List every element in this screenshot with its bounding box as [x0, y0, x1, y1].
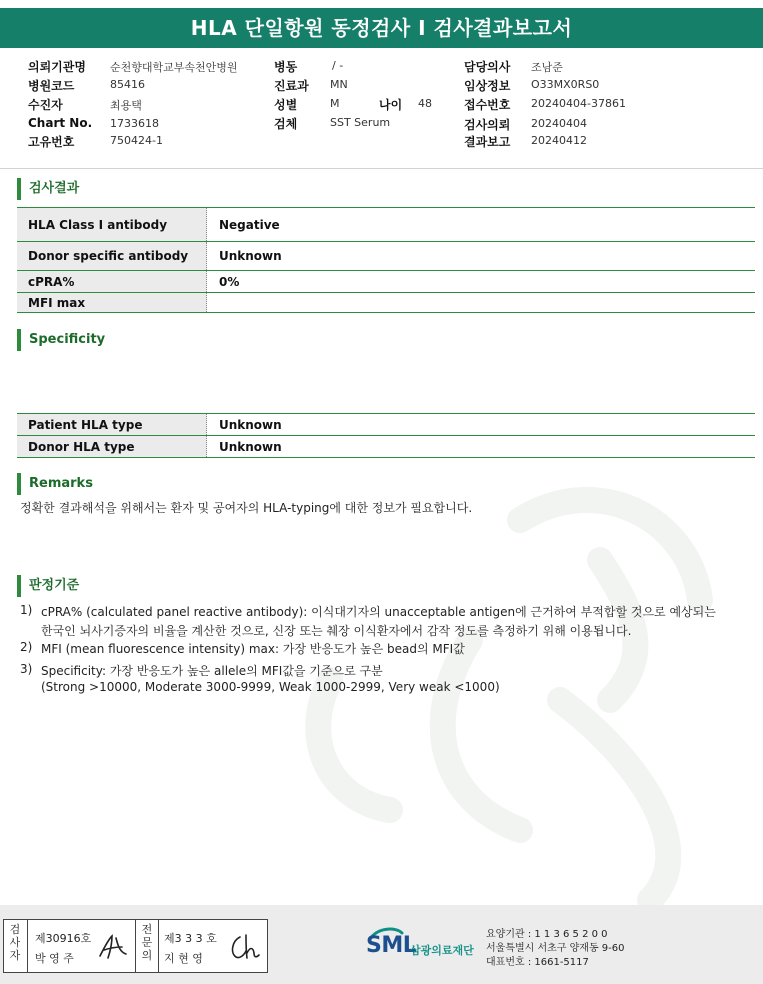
dsa-label: Donor specific antibody: [17, 242, 207, 270]
criteria-line: cPRA% (calculated panel reactive antibody): 이식대기자의 unacceptable antigen에 근거하여 부적합할 것으로 예상되는: [41, 605, 716, 619]
company-address: 서울특별시 서초구 양재동 9-60: [486, 943, 625, 954]
header-divider: [0, 168, 763, 169]
doctor-value: 조남준: [531, 61, 563, 74]
criteria-line: MFI (mean fluorescence intensity) max: 가장 반응도가 높은 bead의 MFI값: [41, 642, 465, 656]
report-title: HLA 단일항원 동정검사 I 검사결과보고서: [0, 8, 763, 48]
criteria-line: (Strong >10000, Moderate 3000-9999, Weak 1000-2999, Very weak <1000): [41, 680, 500, 694]
hla-class1-value: Negative: [219, 217, 280, 232]
mfi-max-label: MFI max: [17, 293, 207, 312]
cpra-value: 0%: [219, 274, 240, 289]
label-char: 문: [141, 936, 153, 949]
tester-vertical-label: [7, 923, 23, 962]
specimen-label: 검체: [274, 117, 298, 131]
label-char: 의: [141, 949, 153, 962]
ward-value: / -: [332, 59, 344, 72]
divider: [135, 920, 136, 972]
age-value: 48: [418, 97, 432, 110]
company-info: [486, 928, 625, 970]
doctor-label: 담당의사: [464, 60, 511, 74]
tester-signature: [96, 932, 130, 962]
remarks-section-title: Remarks: [17, 473, 93, 495]
tester-license: 제30916호: [35, 932, 92, 945]
unique-id-label: 고유번호: [28, 135, 75, 149]
signature-box: [3, 919, 268, 973]
remarks-text: 정확한 결과해석을 위해서는 환자 및 공여자의 HLA-typing에 대한 정보가 필요합니다.: [20, 501, 473, 515]
label-char: 검: [9, 923, 21, 936]
requesting-institution-value: 순천향대학교부속천안병원: [110, 61, 238, 74]
logo-text: SML: [366, 933, 417, 958]
chart-no-value: 1733618: [110, 117, 159, 130]
age-label: 나이: [379, 98, 403, 112]
unique-id-value: 750424-1: [110, 134, 163, 147]
table-row: [17, 242, 755, 271]
patient-hla-type-label: Patient HLA type: [17, 414, 207, 435]
table-row: [17, 414, 755, 436]
criteria-number: 1): [20, 603, 33, 617]
tester-name: 박 영 주: [35, 952, 74, 965]
criteria-line: Specificity: 가장 반응도가 높은 allele의 MFI값을 기준으로 구분: [41, 664, 383, 678]
accession-no-value: 20240404-37861: [531, 97, 626, 110]
report-date-value: 20240412: [531, 134, 587, 147]
donor-hla-type-value: Unknown: [219, 439, 282, 454]
hla-class1-label: HLA Class I antibody: [17, 208, 207, 241]
criteria-section-title: 판정기준: [17, 575, 79, 597]
report-date-label: 결과보고: [464, 135, 511, 149]
label-char: 자: [9, 949, 21, 962]
dsa-value: Unknown: [219, 249, 282, 263]
institution-code: 요양기관 : 1 1 3 6 5 2 0 0: [486, 929, 608, 940]
hla-type-table: [17, 413, 755, 458]
criteria-line: 한국인 뇌사기증자의 비율을 계산한 것으로, 신장 또는 췌장 이식환자에서 감작 정도를 측정하기 위해 이용됩니다.: [41, 624, 632, 638]
divider: [158, 920, 159, 972]
sex-value: M: [330, 97, 340, 110]
patient-name-label: 수진자: [28, 98, 63, 112]
clinical-info-label: 임상정보: [464, 79, 511, 93]
results-section-title: 검사결과: [17, 178, 79, 200]
label-char: 전: [141, 923, 153, 936]
patient-name-value: 최용택: [110, 99, 142, 112]
divider: [27, 920, 28, 972]
table-row: [17, 293, 755, 313]
criteria-number: 2): [20, 640, 33, 654]
hospital-code-label: 병원코드: [28, 79, 75, 93]
results-table: [17, 207, 755, 313]
company-phone: 대표번호 : 1661-5117: [486, 957, 589, 968]
logo-company: 삼광의료재단: [410, 944, 474, 957]
department-value: MN: [330, 78, 348, 91]
donor-hla-type-label: Donor HLA type: [17, 436, 207, 457]
request-date-label: 검사의뢰: [464, 118, 511, 132]
header-info: [0, 50, 763, 168]
specialist-license: 제3 3 3 호: [164, 932, 217, 945]
specialist-name: 지 현 영: [164, 952, 203, 965]
specialist-vertical-label: [139, 923, 155, 962]
label-char: 사: [9, 936, 21, 949]
hospital-code-value: 85416: [110, 78, 145, 91]
table-row: [17, 208, 755, 242]
request-date-value: 20240404: [531, 117, 587, 130]
table-row: [17, 271, 755, 293]
clinical-info-value: O33MX0RS0: [531, 78, 600, 91]
cpra-label: cPRA%: [17, 271, 207, 292]
requesting-institution-label: 의뢰기관명: [28, 60, 86, 74]
sml-logo: [366, 925, 486, 971]
ward-label: 병동: [274, 60, 298, 74]
patient-hla-type-value: Unknown: [219, 417, 282, 432]
chart-no-label: Chart No.: [28, 116, 93, 130]
table-row: [17, 436, 755, 458]
criteria-number: 3): [20, 662, 33, 676]
accession-no-label: 접수번호: [464, 98, 511, 112]
specialist-signature: [226, 931, 262, 963]
department-label: 진료과: [274, 79, 309, 93]
sex-label: 성별: [274, 98, 298, 112]
specificity-section-title: Specificity: [17, 329, 105, 351]
specimen-value: SST Serum: [330, 116, 391, 129]
